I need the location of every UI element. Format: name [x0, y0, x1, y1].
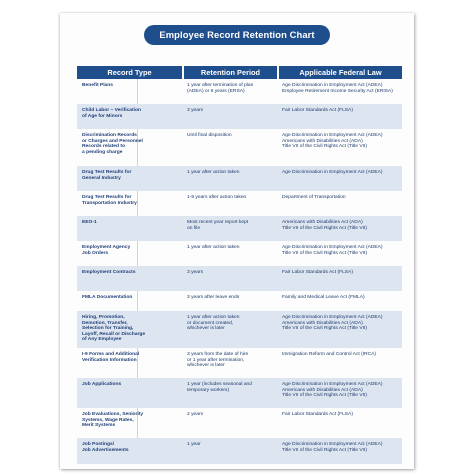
federal-law-cell: [279, 266, 402, 291]
cell-text: Merit Systems: [82, 423, 116, 429]
cell-text: I-9 Forms and Additional: [82, 352, 140, 357]
table-row: [77, 266, 402, 291]
cell-text: Most recent year report kept: [187, 220, 249, 225]
retention-period-cell: [184, 348, 277, 378]
record-type-cell: [77, 191, 182, 216]
table-row: [77, 378, 402, 408]
federal-law-cell: [279, 216, 402, 241]
cell-text: Benefit Plans: [82, 83, 113, 88]
table-body: [77, 79, 402, 464]
record-type-cell: [77, 348, 182, 378]
cell-text: Drug Test Results for: [82, 195, 132, 200]
cell-text: temporary workers): [187, 387, 230, 393]
cell-text: Drug Test Results for: [82, 170, 132, 175]
cell-text: Demotion, Transfer,: [82, 320, 128, 326]
retention-period-cell: [184, 438, 277, 464]
cell-text: or document created,: [187, 320, 234, 326]
cell-text: Title VII of the Civil Rights Act (Title VII): [282, 250, 367, 256]
cell-text: 1 year: [187, 442, 201, 447]
cell-text: Fair Labor Standards Act (FLSA): [282, 412, 353, 417]
cell-text: Americans with Disabilities Act (ADA): [282, 138, 363, 144]
cell-text: Age Discrimination in Employment Act (ADEA): [282, 382, 383, 387]
table-row: [77, 104, 402, 129]
cell-text: Discrimination Records: [82, 133, 137, 138]
cell-text: General Industry: [82, 175, 121, 181]
cell-text: Age Discrimination in Employment Act (ADEA): [282, 83, 383, 88]
retention-period-cell: [184, 241, 277, 266]
federal-law-cell: [279, 104, 402, 129]
record-type-cell: [77, 291, 182, 311]
cell-text: Title VII of the Civil Rights Act (Title VII): [282, 144, 367, 150]
table-row: [77, 216, 402, 241]
cell-text: Fair Labor Standards Act (FLSA): [282, 108, 353, 113]
record-type-cell: [77, 129, 182, 166]
cell-text: Verification Information: [82, 357, 137, 363]
retention-period-cell: [184, 266, 277, 291]
record-type-cell: [77, 266, 182, 291]
cell-text: Selection for Training,: [82, 326, 134, 332]
cell-text: Child Labor – Verification: [82, 108, 141, 113]
record-type-cell: [77, 378, 182, 408]
cell-text: Layoff, Recall or Discharge: [82, 331, 146, 337]
cell-text: on file: [187, 225, 201, 231]
cell-text: Hiring, Promotion,: [82, 315, 125, 320]
retention-period-cell: [184, 291, 277, 311]
cell-text: Age Discrimination in Employment Act (ADEA): [282, 442, 383, 447]
cell-text: 2 years: [187, 412, 204, 417]
cell-text: 3 years: [187, 270, 204, 275]
record-type-cell: [77, 311, 182, 348]
federal-law-cell: [279, 378, 402, 408]
cell-text: FMLA Documentation: [82, 295, 133, 300]
table-row: [77, 311, 402, 348]
cell-text: 1 year (includes seasonal and: [187, 382, 252, 387]
header-retention-period: Retention Period: [184, 66, 277, 79]
cell-text: Transportation Industry: [82, 200, 137, 206]
cell-text: 1 year after action taken: [187, 170, 240, 175]
cell-text: Americans with Disabilities Act (ADA): [282, 220, 363, 225]
table-row: [77, 241, 402, 266]
record-type-cell: [77, 79, 182, 104]
table-row: [77, 191, 402, 216]
retention-period-cell: [184, 408, 277, 438]
record-type-cell: [77, 408, 182, 438]
federal-law-cell: [279, 311, 402, 348]
cell-text: 3 years from the date of hire: [187, 352, 249, 357]
cell-text: a pending charge: [82, 149, 123, 155]
record-type-cell: [77, 104, 182, 129]
cell-text: or Charges and Personnel: [82, 138, 143, 144]
cell-text: Records related to: [82, 144, 125, 150]
retention-period-cell: [184, 104, 277, 129]
table-row: [77, 166, 402, 191]
cell-text: Title VII of the Civil Rights Act (Title VII): [282, 393, 367, 399]
retention-period-cell: [184, 191, 277, 216]
cell-text: of Any Employee: [82, 337, 122, 343]
retention-period-cell: [184, 166, 277, 191]
cell-text: Age Discrimination in Employment Act (ADEA): [282, 170, 383, 175]
chart-title: Employee Record Retention Chart: [144, 25, 330, 45]
cell-text: Employment Contracts: [82, 270, 136, 275]
cell-text: Family and Medical Leave Act (FMLA): [282, 295, 365, 300]
cell-text: 3 years after leave ends: [187, 295, 240, 300]
cell-text: 1 year after termination of plan: [187, 83, 254, 88]
federal-law-cell: [279, 408, 402, 438]
federal-law-cell: [279, 291, 402, 311]
cell-text: EEO-1: [82, 220, 97, 225]
cell-text: Job Applications: [82, 382, 122, 387]
retention-period-cell: [184, 79, 277, 104]
federal-law-cell: [279, 79, 402, 104]
header-applicable-law: Applicable Federal Law: [279, 66, 402, 79]
cell-text: Job Advertisements: [82, 447, 129, 453]
record-type-cell: [77, 438, 182, 464]
federal-law-cell: [279, 191, 402, 216]
cell-text: 1 year after action taken: [187, 315, 240, 320]
table-row: [77, 79, 402, 104]
cell-text: Systems, Wage Rates,: [82, 417, 134, 423]
cell-text: Americans with Disabilities Act (ADA): [282, 320, 363, 326]
cell-text: Department of Transportation: [282, 195, 346, 200]
cell-text: Until final disposition: [187, 133, 232, 138]
cell-text: of Age for Minors: [82, 113, 123, 119]
cell-text: whichever is later: [187, 363, 225, 369]
cell-text: Age Discrimination in Employment Act (ADEA): [282, 245, 383, 250]
record-type-cell: [77, 216, 182, 241]
table-row: [77, 348, 402, 378]
table-row: [77, 408, 402, 438]
cell-text: Immigration Reform and Control Act (IRCA): [282, 352, 377, 357]
cell-text: Employee Retirement Income Security Act (ERISA): [282, 88, 393, 94]
record-type-cell: [77, 166, 182, 191]
cell-text: Job Postings/: [82, 442, 115, 447]
cell-text: Age Discrimination in Employment Act (ADEA): [282, 133, 383, 138]
federal-law-cell: [279, 438, 402, 464]
table-row: [77, 438, 402, 464]
retention-chart-sheet: [60, 13, 414, 469]
federal-law-cell: [279, 241, 402, 266]
table-row: [77, 291, 402, 311]
header-record-type: Record Type: [77, 66, 182, 79]
cell-text: Title VII of the Civil Rights Act (Title VII): [282, 326, 367, 332]
retention-period-cell: [184, 378, 277, 408]
federal-law-cell: [279, 348, 402, 378]
federal-law-cell: [279, 129, 402, 166]
cell-text: or 1 year after termination,: [187, 357, 245, 363]
cell-text: Job Evaluations, Seniority: [82, 412, 144, 417]
retention-period-cell: [184, 216, 277, 241]
cell-text: Title VII of the Civil Rights Act (Title VII): [282, 447, 367, 453]
cell-text: Job Orders: [82, 250, 109, 256]
cell-text: 3 years: [187, 108, 204, 113]
cell-text: whichever is later: [187, 326, 225, 332]
table-header: [77, 66, 402, 79]
cell-text: (ADEA) or 6 years (ERSA): [187, 88, 245, 94]
cell-text: Americans with Disabilities Act (ADA): [282, 387, 363, 393]
record-type-cell: [77, 241, 182, 266]
cell-text: Fair Labor Standards Act (FLSA): [282, 270, 353, 275]
retention-table: [77, 66, 402, 464]
cell-text: 1 year after action taken: [187, 245, 240, 250]
retention-period-cell: [184, 311, 277, 348]
table-row: [77, 129, 402, 166]
cell-text: 1-5 years after action taken: [187, 195, 247, 200]
cell-text: Employment Agency: [82, 245, 131, 250]
federal-law-cell: [279, 166, 402, 191]
retention-period-cell: [184, 129, 277, 166]
cell-text: Title VII of the Civil Rights Act (Title VII): [282, 225, 367, 231]
cell-text: Age Discrimination in Employment Act (ADEA): [282, 315, 383, 320]
